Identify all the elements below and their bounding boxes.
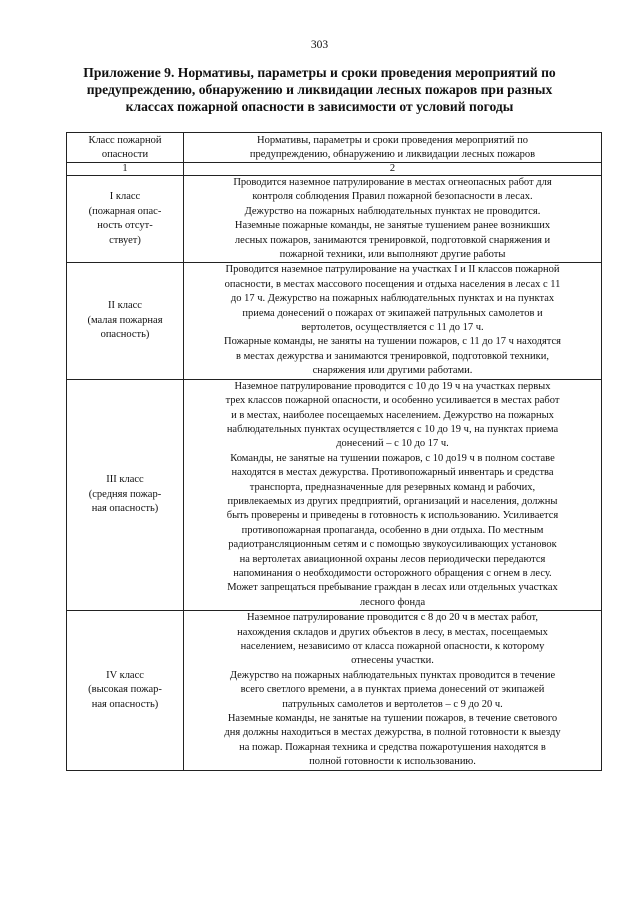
norms-text-line: на пожар. Пожарная техника и средства пожаротушения находятся в (239, 741, 546, 753)
class-cell (67, 611, 184, 770)
norms-text-line: Команды, не занятые на тушении пожаров, с 10 до19 ч в полном составе (230, 452, 555, 464)
norms-text-line: быть проверены и приведены в готовность к использованию. Усиливается (226, 510, 559, 522)
header-norms-line: предупреждению, обнаружению и ликвидации лесных пожаров (249, 148, 536, 160)
norms-text-line: на вертолетах авиационной охраны лесов периодически передаются (239, 553, 546, 565)
class-label-line: ствует) (109, 234, 141, 246)
norms-text-line: Наземное патрулирование проводится с 8 до 20 ч в местах работ, (247, 612, 538, 624)
norms-text-line: в местах дежурства и занимаются тренировкой, подготовкой техники, (236, 350, 549, 362)
class-label-line: (малая пожарная (87, 314, 163, 326)
norms-text-line: всего светлого времени, а в пунктах приема донесений от экипажей (240, 684, 545, 696)
norms-text-line: наблюдательных пунктах осуществляется с 10 до 19 ч, на пунктах приема (226, 423, 559, 435)
header-class-line: опасности (101, 148, 149, 160)
norms-text-line: Пожарные команды, не заняты на тушении пожаров, с 11 до 17 ч находятся (223, 336, 562, 348)
norms-text-line: дня должны находиться в местах дежурства, в полной готовности к выезду (224, 727, 561, 739)
norms-text-line: полной готовности к использованию. (309, 756, 476, 768)
norms-text-line: Наземные пожарные команды, не занятые тушением ранее возникших (234, 220, 551, 232)
norms-text-line: привлекаемых из других предприятий, организаций и населения, должны (227, 495, 558, 507)
class-label-line: (пожарная опас- (88, 205, 162, 217)
class-label-line: ная опасность) (91, 698, 159, 710)
norms-text-line: транспорта, предназначенные для резервных команд и рабочих, (249, 481, 536, 493)
class-label-line: (высокая пожар- (88, 684, 162, 696)
norms-text-line: лесного фонда (359, 596, 426, 608)
class-label-line: III класс (106, 474, 144, 486)
norms-text-line: и в местах, наиболее посещаемых населением. Дежурство на пожарных (231, 409, 554, 421)
norms-text-line: приема донесений о пожарах от экипажей патрульных самолетов и (242, 307, 543, 319)
norms-text-line: вертолетов, осуществляется с 11 до 17 ч. (301, 322, 484, 334)
table-header-row (67, 133, 602, 163)
class-label-line: ная опасность) (91, 503, 159, 515)
norms-text-line: контроля соблюдения Правил пожарной безопасности в лесах. (252, 191, 533, 203)
norms-text-line: снаряжения или другими работами. (312, 365, 473, 377)
norms-text-line: противопожарная пропаганда, особенно в дни отдыха. По местным (241, 524, 544, 536)
table-row (67, 379, 602, 611)
norms-text-line: лесных пожаров, занимаются тренировкой, подготовкой снаряжения и (234, 234, 551, 246)
class-label-line: I класс (109, 191, 141, 203)
norms-text-line: до 17 ч. Дежурство на пожарных наблюдательных пунктах и на пунктах (230, 293, 555, 305)
norms-text-line: Наземные команды, не занятые на тушении пожаров, в течение светового (227, 713, 558, 725)
table-row (67, 611, 602, 770)
norms-text-line: нахождения складов и других объектов в лесу, в местах, посещаемых (237, 626, 548, 638)
page-title (60, 64, 579, 115)
norms-text-line: находятся в местах дежурства. Противопожарный инвентарь и средства (231, 467, 554, 479)
norms-cell (184, 176, 602, 263)
column-number: 1 (67, 163, 184, 176)
norms-text-line: Дежурство на пожарных наблюдательных пунктах не проводится. (244, 205, 541, 217)
class-cell (67, 176, 184, 263)
table-row (67, 263, 602, 379)
class-label-line: опасность) (100, 329, 150, 341)
column-number: 2 (184, 163, 602, 176)
norms-text-line: населением, независимо от класса пожарной опасности, к которому (240, 641, 545, 652)
norms-text-line: патрульных самолетов и вертолетов – с 9 до 20 ч. (282, 698, 503, 710)
class-label-line: II класс (108, 300, 142, 312)
norms-text-line: пожарной техники, или выполняют другие работы (279, 249, 506, 261)
norms-text-line: радиотрансляционным сетям и с помощью звукоусиливающих установок (228, 539, 557, 551)
norms-text-line: Проводится наземное патрулирование в местах огнеопасных работ для (233, 177, 552, 188)
header-norms-line: Нормативы, параметры и сроки проведения мероприятий по (257, 134, 528, 146)
norms-text-line: Может запрещаться пребывание граждан в лесах или отдельных участках (227, 582, 558, 594)
norms-text-line: трех классов пожарной опасности, и особенно усиливается в местах работ (225, 395, 560, 407)
norms-table (66, 132, 602, 771)
title-line: предупреждению, обнаружению и ликвидации лесных пожаров при разных (86, 82, 553, 97)
norms-text-line: Дежурство на пожарных наблюдательных пунктах проводится в течение (229, 669, 556, 681)
norms-text-line: донесений – с 10 до 17 ч. (336, 438, 449, 450)
norms-cell (184, 611, 602, 770)
title-line: классах пожарной опасности в зависимости от условий погоды (125, 99, 514, 114)
norms-cell (184, 263, 602, 379)
page-number: 303 (310, 39, 329, 51)
norms-text-line: отнесены участки. (351, 655, 434, 667)
norms-text-line: опасности, в местах массового посещения и отдыха населения в лесах с 11 (224, 278, 561, 290)
header-class-line: Класс пожарной (88, 134, 162, 146)
norms-text-line: напоминания о необходимости осторожного обращения с огнем в лесу. (233, 567, 552, 579)
class-cell (67, 379, 184, 611)
class-label-line: IV класс (106, 669, 144, 681)
header-class-cell (67, 133, 184, 163)
class-label-line: (средняя пожар- (88, 488, 162, 500)
column-number-row (67, 163, 602, 176)
title-line: Приложение 9. Нормативы, параметры и сроки проведения мероприятий по (83, 65, 556, 80)
norms-cell (184, 379, 602, 611)
class-label-line: ность отсут- (97, 220, 153, 232)
header-norms-cell (184, 133, 602, 163)
table-row (67, 176, 602, 263)
norms-text-line: Проводится наземное патрулирование на участках I и II классов пожарной (225, 264, 560, 276)
norms-text-line: Наземное патрулирование проводится с 10 до 19 ч на участках первых (234, 380, 551, 392)
class-cell (67, 263, 184, 379)
